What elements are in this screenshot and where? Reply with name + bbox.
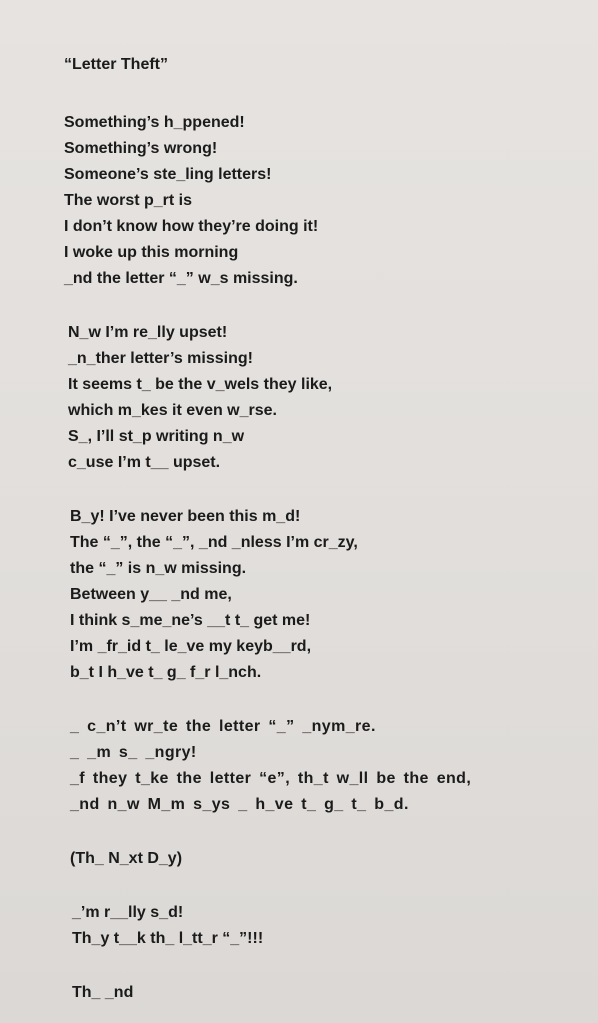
poem — [64, 52, 574, 1023]
stanza-6 — [72, 900, 574, 952]
poem-line: Th_y t__k th_ l_tt_r “_”!!! — [72, 930, 264, 947]
stanza-5 — [70, 846, 574, 872]
stanza-3 — [70, 504, 574, 686]
poem-line: S_, I’ll st_p writing n_w — [68, 428, 245, 445]
poem-line: Between y__ _nd me, — [70, 586, 232, 603]
poem-line: Th_ _nd — [72, 984, 134, 1001]
poem-line: _nd the letter “_” w_s missing. — [64, 270, 298, 287]
poem-line: c_use I’m t__ upset. — [68, 454, 221, 471]
stanza-1 — [64, 110, 574, 292]
poem-line: N_w I’m re_lly upset! — [68, 324, 228, 341]
poem-line: Someone’s ste_ling letters! — [64, 166, 272, 183]
poem-line: The “_”, the “_”, _nd _nless I’m cr_zy, — [70, 534, 358, 551]
poem-line: which m_kes it even w_rse. — [68, 402, 277, 419]
poem-line: I think s_me_ne’s __t t_ get me! — [70, 612, 311, 629]
stanza-4 — [70, 714, 574, 818]
poem-line: the “_” is n_w missing. — [70, 560, 247, 577]
poem-line: I don’t know how they’re doing it! — [64, 218, 319, 235]
poem-line: The worst p_rt is — [64, 192, 193, 209]
poem-line: _f they t_ke the letter “e”, th_t w_ll be the end, — [70, 770, 472, 787]
poem-title: “Letter Theft” — [64, 56, 168, 73]
poem-line: (Th_ N_xt D_y) — [70, 850, 183, 867]
poem-line: _ _m s_ _ngry! — [70, 744, 197, 761]
poem-line: I woke up this morning — [64, 244, 239, 261]
poem-line: b_t I h_ve t_ g_ f_r l_nch. — [70, 664, 262, 681]
stanza-7 — [72, 980, 574, 1006]
poem-line: Something’s h_ppened! — [64, 114, 245, 131]
poem-line: _nd n_w M_m s_ys _ h_ve t_ g_ t_ b_d. — [70, 796, 409, 813]
poem-line: _’m r__lly s_d! — [72, 904, 184, 921]
poem-line: Something’s wrong! — [64, 140, 218, 157]
poem-line: B_y! I’ve never been this m_d! — [70, 508, 301, 525]
stanza-2 — [68, 320, 574, 476]
poem-line: _n_ther letter’s missing! — [68, 350, 253, 367]
poem-line: It seems t_ be the v_wels they like, — [68, 376, 333, 393]
poem-line: _ c_n’t wr_te the letter “_” _nym_re. — [70, 718, 376, 735]
poem-line: I’m _fr_id t_ le_ve my keyb__rd, — [70, 638, 312, 655]
